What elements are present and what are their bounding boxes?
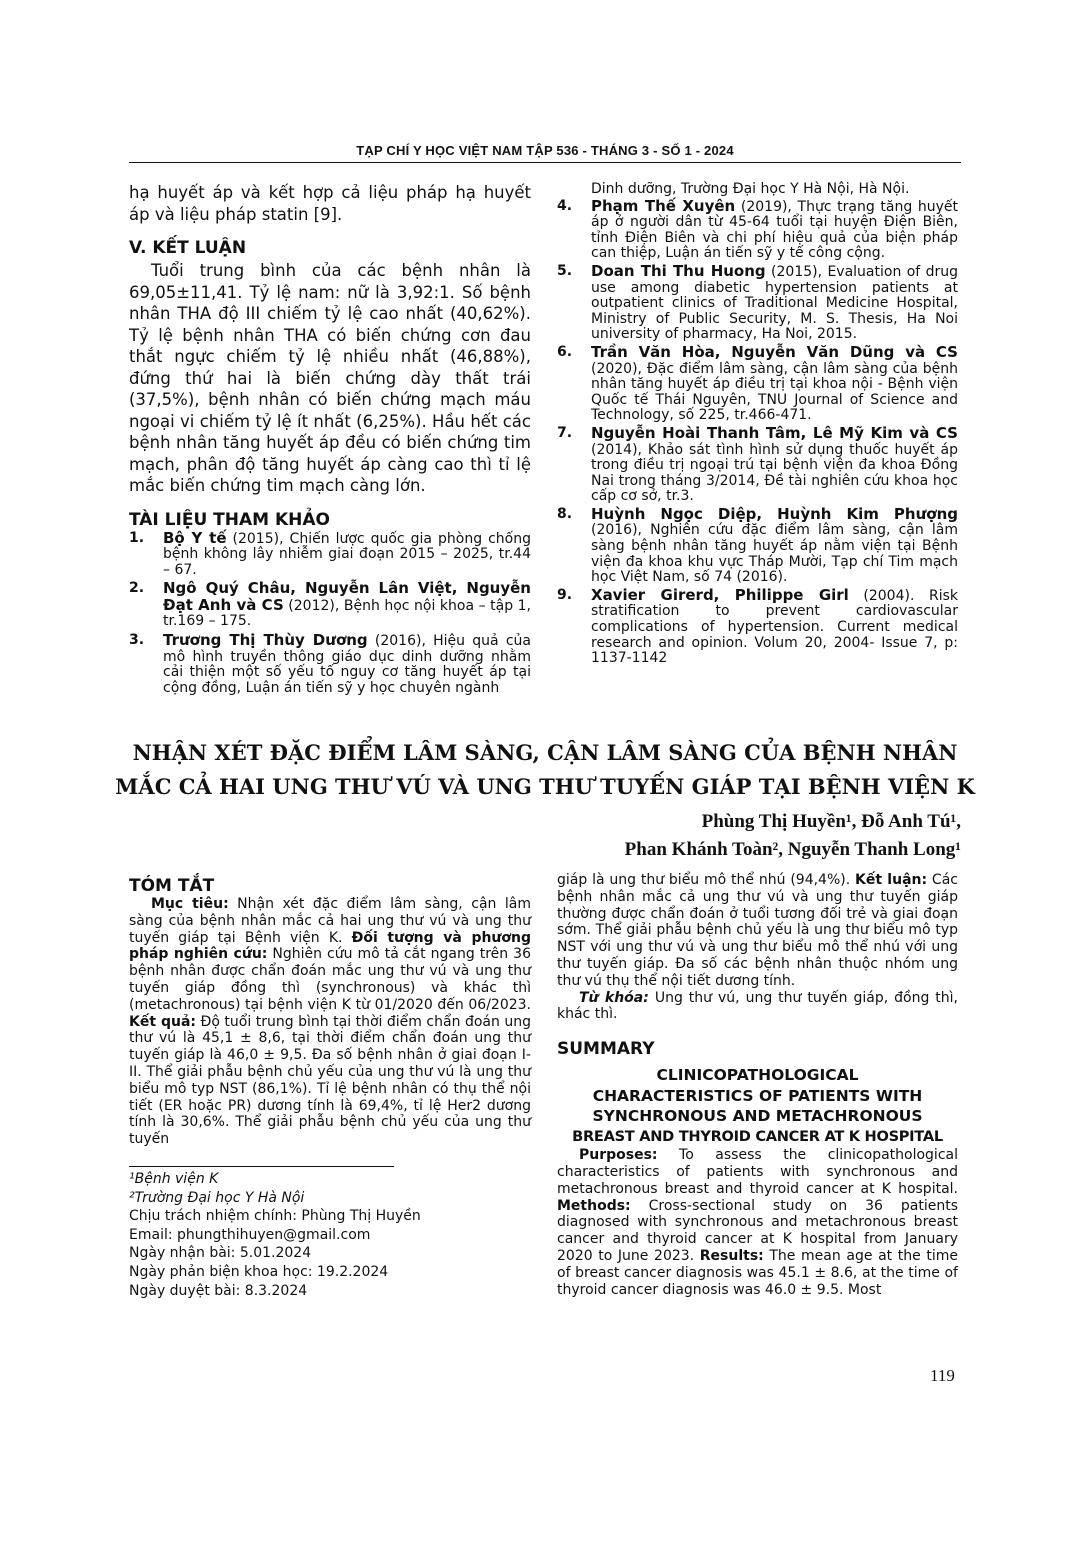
label-purposes: Purposes: bbox=[579, 1147, 658, 1164]
results-text-en: The mean age at the time of breast cancer diagnosis was 45.1 ± 8.6, at the time of thyroid cancer diagnosis was 46.0 ± 9.5. Most bbox=[557, 1247, 958, 1298]
label-results: Kết quả: bbox=[129, 1013, 196, 1030]
references-list-left bbox=[129, 528, 532, 697]
reference-number: 1. bbox=[129, 529, 145, 546]
reference-item bbox=[557, 504, 958, 586]
prev-article-right-column bbox=[557, 182, 958, 667]
reference-continuation: Dinh dưỡng, Trường Đại học Y Hà Nội, Hà Nội. bbox=[591, 181, 910, 197]
keywords-text: Ung thư vú, ung thư tuyến giáp, đồng thì, khác thì. bbox=[557, 989, 958, 1023]
reference-number: 2. bbox=[129, 580, 145, 597]
reference-text: (2015), Evaluation of drug use among diabetic hypertension patients at outpatient clinics of Traditional Medicine Hospital, Ministry of Public Security, M. S. Thesis, Ha Noi university of pharmacy, Ha Noi, 2015. bbox=[591, 263, 958, 343]
english-abstract bbox=[557, 1147, 958, 1298]
summary-heading: SUMMARY bbox=[557, 1039, 655, 1060]
reference-authors: Xavier Girerd, Philippe Girl bbox=[591, 585, 849, 604]
reference-text: (2016), Nghiên cứu đặc điểm lâm sàng, cận lâm sàng bệnh nhân tăng huyết áp nằm viện tại Bệnh viện đa khoa khu vực Tháp Mười, Tạp chí Tim mạch học Việt Nam, số 74 (2016). bbox=[591, 522, 958, 586]
reference-text: (2020), Đặc điểm lâm sàng, cận lâm sàng của bệnh nhân tăng huyết áp điều trị tại khoa nội - Bệnh viện Quốc tế Thái Nguyên, TNU Journal of Science and Technology, số 225, tr.466-471. bbox=[591, 360, 958, 424]
label-methods: Đối tượng và phương pháp nghiên cứu: bbox=[129, 929, 532, 963]
affiliation-1: ¹Bệnh viện K bbox=[129, 1170, 219, 1187]
article-title bbox=[100, 736, 990, 804]
results-text: Độ tuổi trung bình tại thời điểm chẩn đoán ung thư vú là 45,1 ± 8,6, tại thời điểm chẩn đoán ung thư tuyến giáp là 46,0 ± 9,5. Đa số bệnh nhân ở giai đoạn I-II. Thể giải phẫu bệnh chủ yếu của ung thư vú là ung thư biểu mô typ NST (86,1%). Tỉ lệ bệnh nhân có thụ thể nội tiết (ER hoặc PR) dương tính là 69,4%, tỉ lệ Her2 dương tính là 30,6%. Thể giải phẫu bệnh chủ yếu của ung thư tuyến bbox=[129, 1013, 531, 1148]
reference-authors: Bộ Y tế bbox=[163, 528, 227, 547]
header-rule bbox=[129, 162, 961, 163]
label-conclusion: Kết luận: bbox=[855, 872, 928, 888]
reference-item bbox=[557, 196, 959, 262]
conclusion-heading: V. KẾT LUẬN bbox=[129, 238, 247, 258]
reference-number: 3. bbox=[129, 632, 145, 649]
authors-line-2: Phan Khánh Toàn², Nguyễn Thanh Long¹ bbox=[624, 839, 961, 860]
label-keywords: Từ khóa: bbox=[579, 989, 649, 1006]
methods-text-en: Cross-sectional study on 36 patients diagnosed with synchronous and metachronous breast cancer and thyroid cancer at K hospital from January 2020 to June 2023. bbox=[557, 1197, 958, 1264]
english-title-line: CLINICOPATHOLOGICAL bbox=[656, 1066, 859, 1085]
english-title bbox=[557, 1065, 958, 1147]
references-heading: TÀI LIỆU THAM KHẢO bbox=[129, 509, 330, 530]
reference-number: 7. bbox=[557, 424, 573, 441]
label-objective: Mục tiêu: bbox=[151, 896, 229, 912]
reference-authors: Nguyễn Hoài Thanh Tâm, Lê Mỹ Kim và CS bbox=[591, 423, 958, 442]
article-title-line-1: NHẬN XÉT ĐẶC ĐIỂM LÂM SÀNG, CẬN LÂM SÀNG CỦA BỆNH NHÂN bbox=[132, 740, 958, 765]
reference-text: (2012), Bệnh học nội khoa – tập 1, tr.169 – 175. bbox=[163, 597, 531, 630]
english-title-line: SYNCHRONOUS AND METACHRONOUS bbox=[592, 1107, 923, 1126]
footnotes bbox=[129, 1170, 531, 1300]
reference-number: 4. bbox=[557, 197, 573, 214]
reference-text: (2016), Hiệu quả của mô hình truyền thông giáo dục dinh dưỡng nhằm cải thiện một số yếu tố nguy cơ tăng huyết áp tại cộng đồng, Luận án tiến sỹ y học chuyên ngành bbox=[163, 633, 531, 696]
english-title-line: CHARACTERISTICS OF PATIENTS WITH bbox=[592, 1086, 923, 1105]
abstract-left-column bbox=[129, 876, 531, 1300]
reference-item bbox=[557, 423, 958, 505]
reference-text: (2004). Risk stratification to prevent cardiovascular complications of hypertension. Current medical research and opinion. Volum 20, 2004- Issue 7, p: 1137-1142 bbox=[591, 587, 958, 667]
reference-authors: Huỳnh Ngọc Diệp, Huỳnh Kim Phượng bbox=[591, 504, 958, 523]
conclusion-paragraph: Tuổi trung bình của các bệnh nhân là 69,05±11,41. Tỷ lệ nam: nữ là 3,92:1. Số bệnh nhân THA độ III chiếm tỷ lệ cao nhất (40,62%). Tỷ lệ bệnh nhân THA có biến chứng cơn đau thắt ngực chiếm tỷ lệ nhiều nhất (46,88%), đứng thứ hai là biến chứng dày thất trái (37,5%), bệnh nhân có biến chứng mạch máu ngoại vi chiếm tỷ lệ ít nhất (6,25%). Hầu hết các bệnh nhân tăng huyết áp đều có biến chứng tim mạch, phân độ tăng huyết áp càng cao thì tỉ lệ mắc biến chứng tim mạch càng lớn. bbox=[129, 261, 531, 495]
article-authors bbox=[625, 808, 961, 864]
reference-item bbox=[129, 581, 531, 630]
reference-authors: Trương Thị Thùy Dương bbox=[163, 631, 368, 650]
methods-text: Nghiên cứu mô tả cắt ngang trên 36 bệnh nhân được chẩn đoán mắc ung thư vú và ung thư tuyến giáp đồng thì (synchronous) và khác thì (metachronous) tại bệnh viện K từ 01/2020 đến 06/2023. bbox=[129, 946, 531, 1013]
reference-number: 5. bbox=[557, 262, 573, 279]
footnote-rule bbox=[129, 1166, 394, 1167]
article-title-line-2: MẮC CẢ HAI UNG THƯ VÚ VÀ UNG THƯ TUYẾN GIÁP TẠI BỆNH VIỆN K bbox=[115, 774, 975, 799]
email: Email: phungthihuyen@gmail.com bbox=[129, 1226, 371, 1243]
reference-number: 6. bbox=[557, 343, 573, 360]
reference-authors: Ngô Quý Châu, Nguyễn Lân Việt, Nguyễn Đạt Anh và CS bbox=[163, 579, 531, 614]
reference-number: 8. bbox=[557, 505, 573, 522]
corresponding-author: Chịu trách nhiệm chính: Phùng Thị Huyền bbox=[129, 1208, 421, 1225]
date-reviewed: Ngày phản biện khoa học: 19.2.2024 bbox=[129, 1263, 389, 1280]
reference-authors: Doan Thi Thu Huong bbox=[591, 261, 766, 280]
page-number: 119 bbox=[930, 1366, 955, 1385]
abstract-right-column bbox=[557, 872, 958, 1298]
label-methods-en: Methods: bbox=[557, 1197, 631, 1214]
prev-article-left-column bbox=[129, 182, 531, 696]
date-accepted: Ngày duyệt bài: 8.3.2024 bbox=[129, 1282, 308, 1299]
continuation-paragraph: hạ huyết áp và kết hợp cả liệu pháp hạ huyết áp và liệu pháp statin [9]. bbox=[129, 183, 531, 224]
english-title-line: BREAST AND THYROID CANCER AT K HOSPITAL bbox=[572, 1127, 943, 1145]
reference-item bbox=[129, 528, 532, 579]
reference-text: (2019), Thực trạng tăng huyết áp ở người dân từ 45-64 tuổi tại huyện Điện Biên, tỉnh Điện Biên và chi phí hiệu quả của biện pháp can thiệp, Luận án tiến sỹ y tế công cộng. bbox=[591, 198, 959, 262]
affiliation-2: ²Trường Đại học Y Hà Nội bbox=[129, 1189, 305, 1206]
reference-item bbox=[557, 585, 958, 667]
vietnamese-abstract-continued bbox=[557, 872, 958, 1023]
conclusion-text: Các bệnh nhân mắc cả ung thư vú và ung thư tuyến giáp thường được chẩn đoán ở tuổi tương đối trẻ và giai đoạn sớm. Thể giải phẫu bệnh chủ yếu là ung thư biểu mô typ NST với ung thư vú và ung thư biểu mô thể nhú với ung thư tuyến giáp. Đa số các bệnh nhân thuộc nhóm ung thư vú thụ thể nội tiết dương tính. bbox=[557, 872, 958, 989]
reference-item bbox=[557, 342, 958, 424]
reference-authors: Trần Văn Hòa, Nguyễn Văn Dũng và CS bbox=[591, 342, 958, 361]
reference-item bbox=[129, 633, 531, 696]
label-results-en: Results: bbox=[699, 1247, 764, 1264]
authors-line-1: Phùng Thị Huyền¹, Đỗ Anh Tú¹, bbox=[701, 811, 961, 832]
running-header: TẠP CHÍ Y HỌC VIỆT NAM TẬP 536 - THÁNG 3 - SỐ 1 - 2024 bbox=[356, 143, 734, 158]
reference-number: 9. bbox=[557, 586, 573, 603]
reference-item bbox=[557, 261, 958, 343]
vietnamese-abstract bbox=[129, 896, 531, 1148]
objective-text: Nhận xét đặc điểm lâm sàng, cận lâm sàng của bệnh nhân mắc cả hai ung thư vú và ung thư tuyến giáp tại Bệnh viện K. bbox=[129, 896, 531, 946]
date-received: Ngày nhận bài: 5.01.2024 bbox=[129, 1245, 312, 1262]
purposes-text: To assess the clinicopathological characteristics of patients with synchronous and metachronous breast and thyroid cancer at K hospital. bbox=[557, 1147, 958, 1197]
results-text-continued: giáp là ung thư biểu mô thể nhú (94,4%). bbox=[557, 872, 856, 888]
reference-text: (2015), Chiến lược quốc gia phòng chống bệnh không lây nhiễm giai đoạn 2015 – 2025, tr.44 – 67. bbox=[163, 530, 532, 578]
abstract-heading: TÓM TẮT bbox=[129, 876, 215, 896]
reference-authors: Phạm Thế Xuyên bbox=[591, 196, 736, 215]
reference-text: (2014), Khảo sát tình hình sử dụng thuốc huyết áp trong điều trị ngoại trú tại bệnh viện đa khoa Đồng Nai trong tháng 3/2014, Đề tài nghiên cứu khoa học cấp cơ sở, tr.3. bbox=[591, 441, 958, 505]
